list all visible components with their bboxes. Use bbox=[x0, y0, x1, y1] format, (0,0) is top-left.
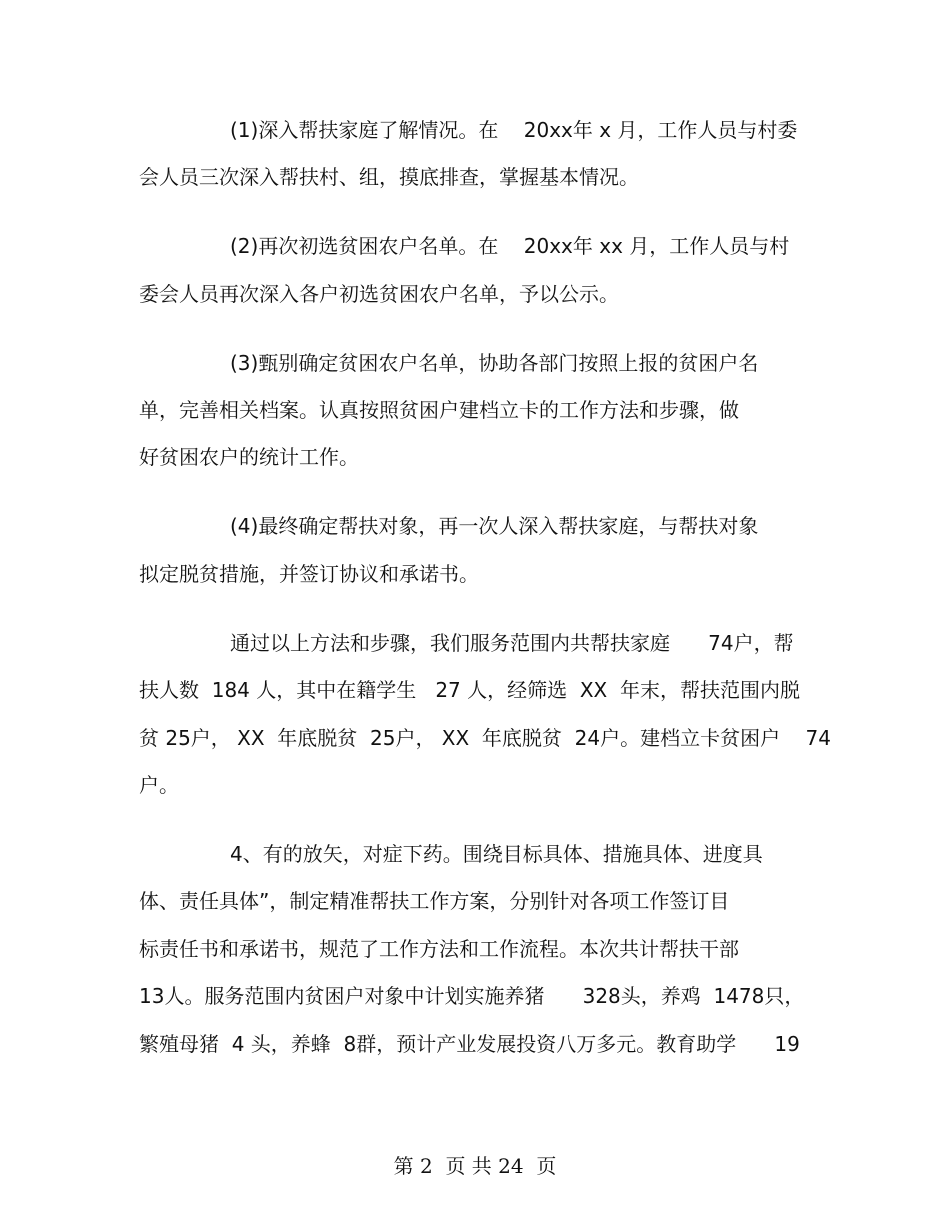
paragraph-6-line-3: 标责任书和承诺书，规范了工作方法和工作流程。本次共计帮扶干部 bbox=[139, 937, 739, 961]
paragraph-3-line-1: (3)甄别确定贫困农户名单，协助各部门按照上报的贫困户名 bbox=[230, 351, 759, 375]
paragraph-6-line-4: 13人。服务范围内贫困户对象中计划实施养猪 328头，养鸡 1478只， bbox=[139, 984, 805, 1008]
paragraph-6-line-2: 体、责任具体”，制定精准帮扶工作方案，分别针对各项工作签订目 bbox=[139, 889, 730, 913]
paragraph-6-line-5: 繁殖母猪 4 头，养蜂 8群，预计产业发展投资八万多元。教育助学 19 bbox=[139, 1032, 800, 1056]
paragraph-5-line-1: 通过以上方法和步骤，我们服务范围内共帮扶家庭 74户，帮 bbox=[230, 631, 794, 655]
paragraph-4-line-2: 拟定脱贫措施，并签订协议和承诺书。 bbox=[139, 562, 479, 586]
paragraph-1-line-1: (1)深入帮扶家庭了解情况。在 20xx年 x 月，工作人员与村委 bbox=[230, 118, 798, 142]
paragraph-2-line-2: 委会人员再次深入各户初选贫困农户名单，予以公示。 bbox=[139, 282, 619, 306]
paragraph-4-line-1: (4)最终确定帮扶对象，再一次人深入帮扶家庭，与帮扶对象 bbox=[230, 514, 759, 538]
paragraph-6-line-1: 4、有的放矢，对症下药。围绕目标具体、措施具体、进度具 bbox=[230, 842, 763, 866]
paragraph-3-line-3: 好贫困农户的统计工作。 bbox=[139, 445, 359, 469]
paragraph-3-line-2: 单，完善相关档案。认真按照贫困户建档立卡的工作方法和步骤，做 bbox=[139, 398, 739, 422]
paragraph-1-line-2: 会人员三次深入帮扶村、组，摸底排查，掌握基本情况。 bbox=[139, 165, 639, 189]
paragraph-2-line-1: (2)再次初选贫困农户名单。在 20xx年 xx 月，工作人员与村 bbox=[230, 234, 790, 258]
paragraph-5-line-4: 户。 bbox=[139, 773, 179, 797]
page-number-footer: 第 2 页 共 24 页 bbox=[393, 1154, 557, 1178]
paragraph-5-line-2: 扶人数 184 人，其中在籍学生 27 人，经筛选 XX 年末，帮扶范围内脱 bbox=[139, 678, 800, 702]
paragraph-5-line-3: 贫 25户， XX 年底脱贫 25户， XX 年底脱贫 24户。建档立卡贫困户 74 bbox=[139, 726, 831, 750]
